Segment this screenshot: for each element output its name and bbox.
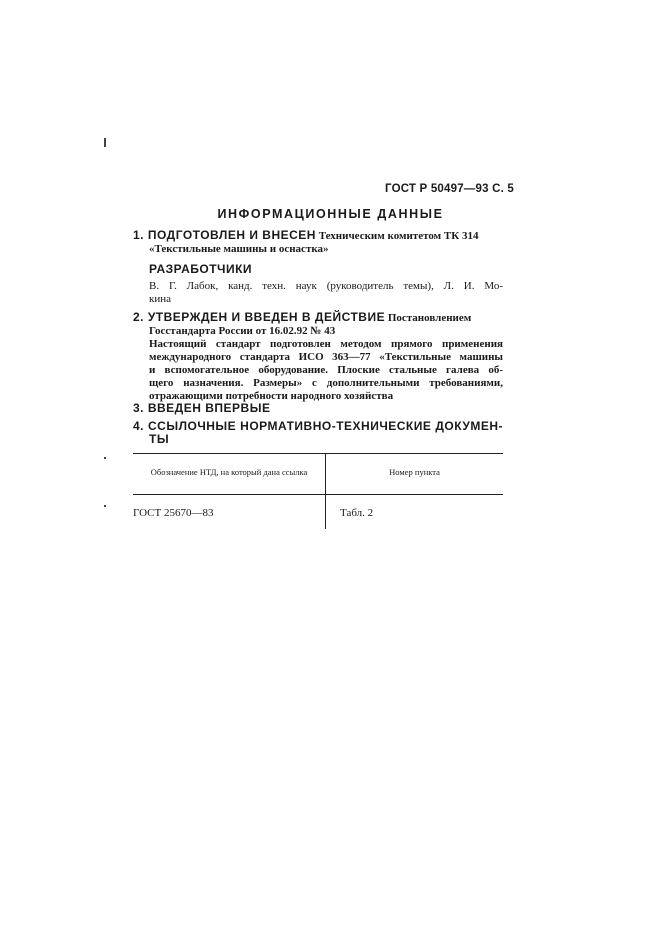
section-3-text: 3. ВВЕДЕН ВПЕРВЫЕ [133, 401, 271, 415]
section-1-lead: 1. ПОДГОТОВЛЕН И ВНЕСЕН [133, 228, 316, 242]
section-2-line-1 [133, 311, 503, 325]
section-2-para-1: Настоящий стандарт подготовлен методом прямого применения [149, 338, 503, 350]
developers [133, 280, 503, 306]
section-2 [133, 311, 503, 403]
section-3 [133, 402, 503, 415]
table-cell-item: Табл. 2 [340, 507, 374, 519]
section-4-line-2: ТЫ [149, 432, 170, 446]
section-1-text: Техническим комитетом ТК 314 [315, 230, 479, 242]
section-4 [133, 420, 503, 446]
reference-table [133, 453, 503, 529]
page-title: ИНФОРМАЦИОННЫЕ ДАННЫЕ [217, 207, 444, 221]
developers-heading-wrap [133, 263, 503, 276]
section-2-para-5: отражающими потребности народного хозяйства [149, 390, 394, 402]
section-2-line-2: Госстандарта России от 16.02.92 № 43 [149, 325, 336, 337]
developers-heading: РАЗРАБОТЧИКИ [149, 262, 253, 276]
margin-mark [104, 457, 106, 459]
table-cell-doc: ГОСТ 25670—83 [133, 495, 326, 530]
margin-mark [104, 138, 106, 147]
section-1-line-1 [133, 229, 503, 243]
section-2-para-2: международного стандарта ИСО 363—77 «Текстильные машины [149, 351, 503, 363]
page-header: ГОСТ Р 50497—93 С. 5 [385, 183, 514, 195]
section-2-text: Постановлением [385, 312, 472, 324]
section-4-line-1: 4. ССЫЛОЧНЫЕ НОРМАТИВНО-ТЕХНИЧЕСКИЕ ДОКУМЕН- [133, 419, 503, 433]
developers-line-2: кина [149, 293, 171, 305]
table-row [133, 495, 503, 530]
table-header-item: Номер пункта [326, 454, 504, 495]
section-1 [133, 229, 503, 256]
margin-mark [104, 505, 106, 507]
table-header-doc: Обозначение НТД, на который дана ссылка [133, 454, 326, 495]
section-2-para-3: и вспомогательное оборудование. Плоские стальные галева об- [149, 364, 503, 376]
table-header-row [133, 454, 503, 495]
developers-line-1: В. Г. Лабок, канд. техн. наук (руководитель темы), Л. И. Мо- [149, 280, 503, 292]
section-2-para-4: щего назначения. Размеры» с дополнительными требованиями, [149, 377, 503, 389]
section-2-lead: 2. УТВЕРЖДЕН И ВВЕДЕН В ДЕЙСТВИЕ [133, 310, 386, 324]
section-1-line-2: «Текстильные машины и оснастка» [149, 243, 329, 255]
